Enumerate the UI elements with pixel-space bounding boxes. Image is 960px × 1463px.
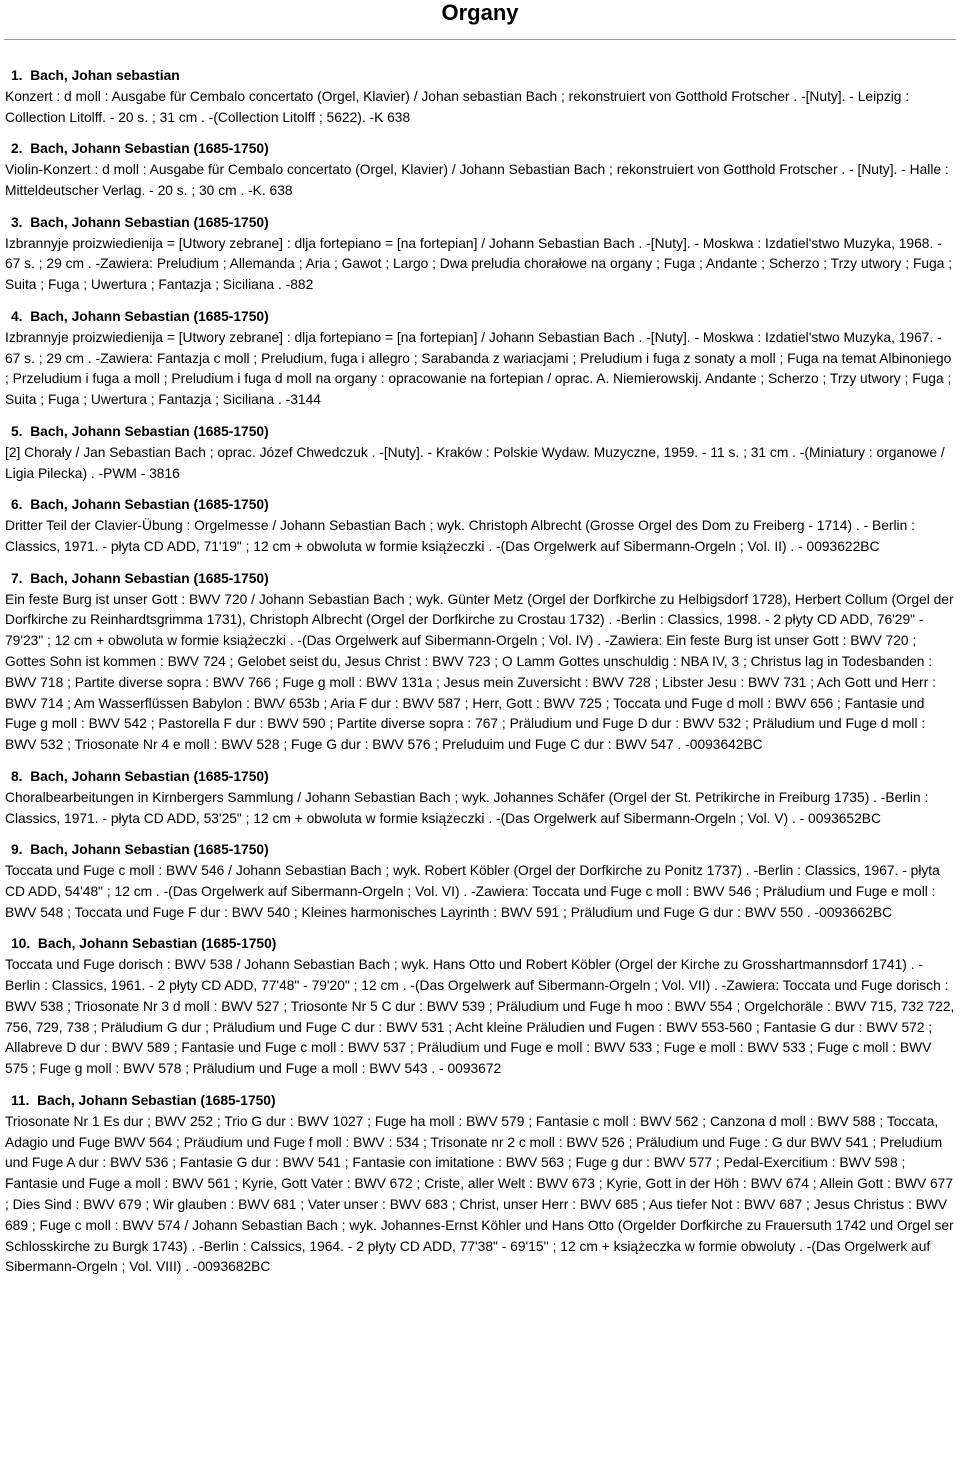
- entry-description: Toccata und Fuge dorisch : BWV 538 / Johann Sebastian Bach ; wyk. Hans Otto und Robert Köbler (Orgel der Kirche zu Grosshartmannsdorf 1741) . -Berlin : Classics, 1961. - 2 płyty CD ADD, 77'48" - 79'20" ; 12 cm . -(Das Orgelwerk auf Sibermann-Orgeln ; Vol. VII) . -Zawiera: Toccata und Fuge dorisch : BWV 538 ; Triosonate Nr 3 d moll : BWV 527 ; Triosonte Nr 5 C dur : BWV 539 ; Präludium und Fuge h moo : BWV 554 ; Orgelchoräle : BWV 715, 732 722, 756, 729, 738 ; Präludium G dur ; Präludium und Fuge C dur : BWV 531 ; Acht kleine Präludien und Fugen : BWV 553-560 ; Fantasie G dur : BWV 572 ; Allabreve D dur : BWV 589 ; Fantasie und Fuge c moll : BWV 537 ; Präludium und Fuge e moll : BWV 533 ; Fuge e moll : BWV 533 ; Fuge c moll : BWV 575 ; Fuge g moll : BWV 578 ; Präludium und Fuge a moll : BWV 543 . - 0093672: [5, 957, 955, 1077]
- catalog-entry: [5, 840, 955, 923]
- entry-heading: [5, 840, 955, 861]
- catalog-entry: [5, 934, 955, 1080]
- entry-spacer: [5, 202, 955, 213]
- entry-number: 9.: [11, 842, 23, 858]
- entry-number: 10.: [11, 936, 31, 952]
- entry-heading: [5, 422, 955, 443]
- catalog-entry: [5, 767, 955, 829]
- entry-author: Bach, Johann Sebastian (1685-1750): [30, 141, 269, 157]
- entry-heading: [5, 1091, 955, 1112]
- entry-author: Bach, Johann Sebastian (1685-1750): [30, 308, 269, 324]
- entry-number: 11.: [11, 1093, 30, 1109]
- entry-author: Bach, Johann Sebastian (1685-1750): [30, 768, 269, 784]
- entry-number-spacer: [30, 936, 38, 951]
- entry-author: Bach, Johann Sebastian (1685-1750): [30, 570, 269, 586]
- entry-description: Izbrannyje proizwiedienija = [Utwory zebrane] : dlja fortepiano = [na fortepian] / Johann Sebastian Bach . -[Nuty]. - Moskwa : Izdatiel'stwo Muzyka, 1967. - 67 s. ; 29 cm . -Zawiera: Fantazja c moll ; Preludium, fuga i allegro ; Sarabanda z wariacjami ; Preludium i fuga z sonaty a moll ; Fuga na temat Albinoniego ; Przeludium i fuga a moll ; Preludium i fuga d moll na organy : opracowanie na fortepian / oprac. A. Niemierowskij. Andante ; Scherzo ; Trzy utwory ; Fuga ; Suita ; Fuga ; Uwertura ; Fantazja ; Siciliana . -3144: [5, 329, 952, 408]
- catalog-entry: [5, 66, 955, 128]
- entry-description: Triosonate Nr 1 Es dur ; BWV 252 ; Trio G dur : BWV 1027 ; Fuge ha moll : BWV 579 ; Fantasie c moll : BWV 562 ; Canzona d moll : BWV 588 ; Toccata, Adagio und Fuge BWV 564 ; Präudium und Fuge f moll : BWV : 534 ; Trisonate nr 2 c moll : BWV 526 ; Präludium und Fuge : G dur BWV 541 ; Preludium und Fuge A dur : BWV 536 ; Fantasie G dur : BWV 541 ; Fantasie con imitatione : BWV 563 ; Fuge g dur : BWV 577 ; Pedal-Exercitium : BWV 598 ; Fantasie und Fuge a moll : BWV 561 ; Kyrie, Gott Vater : BWV 672 ; Criste, aller Welt : BWV 673 ; Kyrie, Gott in der Höh : BWV 674 ; Allein Gott : BWV 677 ; Dies Sind : BWV 679 ; Wir glauben : BWV 681 ; Vater unser : BWV 683 ; Christ, unser Herr : BWV 685 ; Aus tiefer Not : BWV 687 ; Jesus Christus : BWV 689 ; Fuge c moll : BWV 574 / Johann Sebastian Bach ; wyk. Johannes-Ernst Köhler und Hans Otto (Orgelder Dorfkirche zu Frauersuth 1742 und Orgel ser Schlosskirche zu Burgk 1743) . -Berlin : Calssics, 1964. - 2 płyty CD ADD, 77'38" - 69'15'' ; 12 cm + książeczka w formie obwoluty . -(Das Orgelwerk auf Sibermann-Orgeln ; Vol. VIII) . -0093682BC: [5, 1113, 954, 1275]
- entry-heading: [5, 66, 955, 87]
- entry-author: Bach, Johann Sebastian (1685-1750): [30, 497, 269, 513]
- entry-spacer: [5, 128, 955, 139]
- entry-spacer: [5, 756, 955, 767]
- catalog-entry: [5, 422, 955, 484]
- entry-number: 3.: [11, 214, 23, 230]
- entry-spacer: [5, 484, 955, 495]
- entry-spacer: [5, 923, 955, 934]
- title-divider: [4, 39, 956, 40]
- entry-number-spacer: [29, 1093, 37, 1108]
- entry-description: Violin-Konzert : d moll : Ausgabe für Cembalo concertato (Orgel, Klavier) / Johann Sebastian Bach ; rekonstruiert von Gotthold Frotscher . - [Nuty]. - Halle : Mitteldeutscher Verlag. - 20 s. ; 30 cm . -K. 638: [5, 162, 949, 198]
- entry-number: 6.: [11, 497, 23, 513]
- entry-number: 1.: [11, 68, 23, 83]
- entry-number: 4.: [11, 308, 23, 324]
- entry-description: Choralbearbeitungen in Kirnbergers Sammlung / Johann Sebastian Bach ; wyk. Johannes Schäfer (Orgel der St. Petrikirche in Freiburg 1735) . -Berlin : Classics, 1971. - płyta CD ADD, 53'25" ; 12 cm + obwoluta w formie książeczki . -(Das Orgelwerk auf Sibermann-Orgeln ; Vol. V) . - 0093652BC: [5, 789, 929, 826]
- page-title: Organy: [441, 0, 519, 25]
- entry-author: Bach, Johann Sebastian (1685-1750): [37, 1093, 276, 1109]
- entry-author: Bach, Johann Sebastian (1685-1750): [37, 936, 277, 952]
- catalog-entry: [5, 495, 955, 557]
- entry-description: Konzert : d moll : Ausgabe für Cembalo concertato (Orgel, Klavier) / Johan sebastian Bach ; rekonstruiert von Gotthold Frotscher . -[Nuty]. - Leipzig : Collection Litolff. - 20 s. ; 31 cm . -(Collection Litolff ; 5622). -K 638: [5, 88, 910, 125]
- entry-author: Bach, Johann Sebastian (1685-1750): [30, 214, 269, 230]
- entry-number: 8.: [11, 768, 23, 784]
- entry-heading: [5, 307, 955, 328]
- entry-heading: [5, 139, 955, 160]
- entry-description: [2] Chorały / Jan Sebastian Bach ; oprac. Józef Chwedczuk . -[Nuty]. - Kraków : Polskie Wydaw. Muzyczne, 1959. - 11 s. ; 31 cm . -(Miniatury : organowe / Ligia Pilecka) . -PWM - 3816: [5, 444, 945, 481]
- entry-author: Bach, Johann Sebastian (1685-1750): [30, 842, 269, 858]
- catalog-entry: [5, 139, 955, 201]
- entry-author: Bach, Johan sebastian: [30, 68, 180, 83]
- catalog-entry: [5, 569, 955, 756]
- entry-spacer: [5, 558, 955, 569]
- entry-spacer: [5, 829, 955, 840]
- entry-number: 2.: [11, 141, 23, 157]
- entry-heading: [5, 569, 955, 590]
- entry-heading: [5, 213, 955, 234]
- catalog-entry: [5, 307, 955, 411]
- entry-author: Bach, Johann Sebastian (1685-1750): [30, 423, 269, 439]
- entry-number: 5.: [11, 423, 23, 439]
- entry-description: Toccata und Fuge c moll : BWV 546 / Johann Sebastian Bach ; wyk. Robert Köbler (Orgel der Dorfkirche zu Ponitz 1737) . -Berlin : Classics, 1967. - płyta CD ADD, 54'48" ; 12 cm . -(Das Orgelwerk auf Sibermann-Orgeln ; Vol. VI) . -Zawiera: Toccata und Fuge c moll : BWV 546 ; Präludium und Fuge e moll : BWV 548 ; Toccata und Fuge F dur : BWV 540 ; Kleines harmonisches Layrinth : BWV 591 ; Präludium und Fuge G dur : BWV 550 . -0093662BC: [5, 863, 940, 920]
- entry-number: 7.: [11, 570, 23, 586]
- entry-heading: [5, 495, 955, 516]
- entry-spacer: [5, 296, 955, 307]
- entry-spacer: [5, 411, 955, 422]
- catalog-entry-list: [5, 66, 955, 1278]
- catalog-entry: [5, 1091, 955, 1278]
- catalog-entry: [5, 213, 955, 296]
- entry-description: Izbrannyje proizwiedienija = [Utwory zebrane] : dlja fortepiano = [na fortepian] / Johann Sebastian Bach . -[Nuty]. - Moskwa : Izdatiel'stwo Muzyka, 1968. - 67 s. ; 29 cm . -Zawiera: Preludium ; Allemanda ; Aria ; Gawot ; Largo ; Dwa preludia chorałowe na organy ; Fuga ; Andante ; Scherzo ; Trzy utwory ; Fuga ; Suita ; Fuga ; Uwertura ; Fantazja ; Siciliana . -882: [5, 235, 953, 293]
- entry-description: Ein feste Burg ist unser Gott : BWV 720 / Johann Sebastian Bach ; wyk. Günter Metz (Orgel der Dorfkirche zu Helbigsdorf 1728), Herbert Collum (Orgel der Dorfkirche zu Reinhardtsgrimma 1731), Christoph Albrecht (Orgel der Dorfkirche zu Crostau 1732) . -Berlin : Classics, 1998. - 2 płyty CD ADD, 76'29" - 79'23" ; 12 cm + obwoluta w formie książeczki . -(Das Orgelwerk auf Sibermann-Orgeln ; Vol. IV) . -Zawiera: Ein feste Burg ist unser Gott : BWV 720 ; Gottes Sohn ist kommen : BWV 724 ; Gelobet seist du, Jesus Christ : BWV 723 ; O Lamm Gottes unschuldig : NBA IV, 3 ; Christus lag in Todesbanden : BWV 718 ; Partite diverse sopra : BWV 766 ; Fuge g moll : BWV 131a ; Jesus mein Zuversicht : BWV 728 ; Libster Jesu : BWV 731 ; Ach Gott und Herr : BWV 714 ; Am Wasserflüssen Babylon : BWV 653b ; Aria F dur : BWV 587 ; Herr, Gott : BWV 725 ; Toccata und Fuge d moll : BWV 656 ; Fantasie und Fuge g moll : BWV 542 ; Pastorella F dur : BWV 590 ; Partite diverse sopra : 767 ; Präludium und Fuge D dur : BWV 532 ; Präludium und Fuge d moll : BWV 532 ; Triosonate Nr 4 e moll : BWV 528 ; Fuge G dur : BWV 576 ; Preluduim und Fuge C dur : BWV 547 . -0093642BC: [5, 591, 954, 753]
- entry-description: Dritter Teil der Clavier-Übung : Orgelmesse / Johann Sebastian Bach ; wyk. Christoph Albrecht (Grosse Orgel des Dom zu Freiberg - 1714) . - Berlin : Classics, 1971. - płyta CD ADD, 71'19" ; 12 cm + obwoluta w formie książeczki . -(Das Orgelwerk auf Sibermann-Orgeln ; Vol. II) . - 0093622BC: [5, 518, 915, 554]
- entry-heading: [5, 934, 955, 955]
- entry-spacer: [5, 1080, 955, 1091]
- entry-heading: [5, 767, 955, 788]
